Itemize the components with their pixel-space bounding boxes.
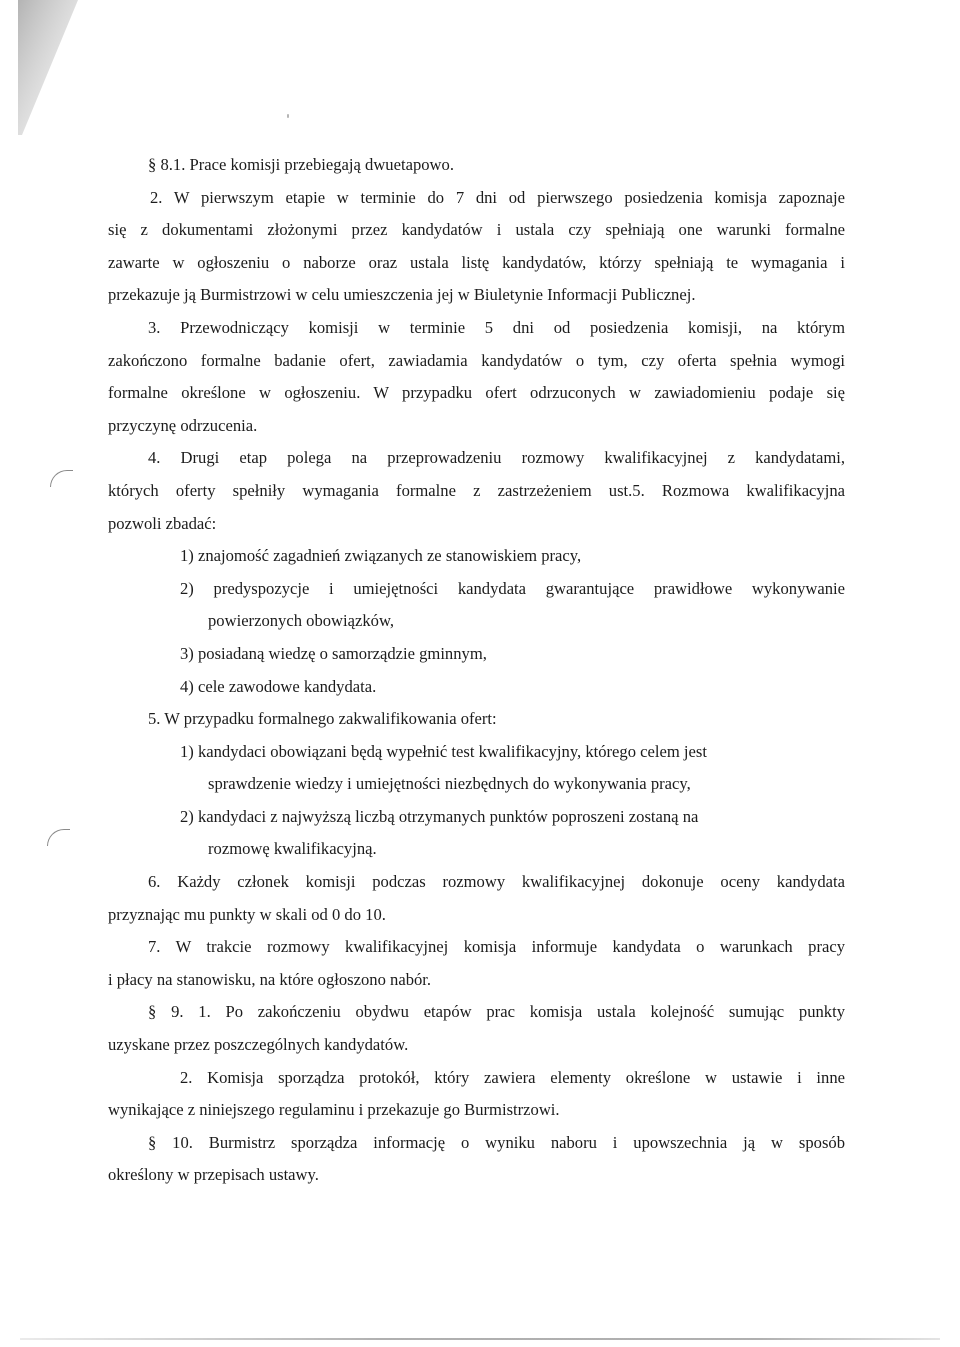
paragraph-8-2-line: 2. W pierwszym etapie w terminie do 7 dni od pierwszego posiedzenia komisja zapoznaje [150, 187, 845, 207]
paragraph-8-3-line: przyczynę odrzucenia. [108, 415, 258, 435]
scan-punch-mark [47, 829, 70, 846]
scan-punch-mark [50, 470, 73, 487]
list-item-continuation: rozmowę kwalifikacyjną. [208, 839, 377, 859]
paragraph-8-3-line: zakończono formalne badanie ofert, zawiadamia kandydatów o tym, czy oferta spełnia wymogi [108, 350, 845, 370]
list-item: 1) kandydaci obowiązani będą wypełnić test kwalifikacyjny, którego celem jest [180, 741, 707, 761]
list-item-continuation: sprawdzenie wiedzy i umiejętności niezbędnych do wykonywania pracy, [208, 774, 691, 794]
scan-bottom-edge [20, 1338, 940, 1340]
paragraph-8-6-line: 6. Każdy członek komisji podczas rozmowy kwalifikacyjnej dokonuje oceny kandydata [148, 872, 845, 892]
paragraph-8-3-line: 3. Przewodniczący komisji w terminie 5 dni od posiedzenia komisji, na którym [148, 317, 845, 337]
paragraph-8-2-line: przekazuje ją Burmistrzowi w celu umieszczenia jej w Biuletynie Informacji Publicznej. [108, 285, 696, 305]
list-item: 1) znajomość zagadnień związanych ze stanowiskiem pracy, [180, 546, 582, 566]
paragraph-8-4-line: 4. Drugi etap polega na przeprowadzeniu rozmowy kwalifikacyjnej z kandydatami, [148, 448, 845, 468]
paragraph-8-5-line: 5. W przypadku formalnego zakwalifikowania ofert: [148, 709, 497, 729]
paragraph-10-line: określony w przepisach ustawy. [108, 1165, 319, 1185]
paragraph-8-4-line: których oferty spełniły wymagania formalne z zastrzeżeniem ust.5. Rozmowa kwalifikacyjna [108, 480, 845, 500]
list-item: 2) kandydaci z najwyższą liczbą otrzymanych punktów poproszeni zostaną na [180, 806, 699, 826]
paragraph-8-4-line: pozwoli zbadać: [108, 513, 217, 533]
paragraph-8-2-line: się z dokumentami złożonymi przez kandydatów i ustala czy spełniają one warunki formalne [108, 220, 845, 240]
list-item: 3) posiadaną wiedzę o samorządzie gminnym, [180, 643, 487, 663]
list-item-continuation: powierzonych obowiązków, [208, 611, 395, 631]
scan-speck [287, 114, 289, 118]
paragraph-8-3-line: formalne określone w ogłoszeniu. W przypadku ofert odrzuconych w zawiadomieniu podaje się [108, 383, 845, 403]
paragraph-9-2-line: wynikające z niniejszego regulaminu i przekazuje go Burmistrzowi. [108, 1100, 560, 1120]
paragraph-9-1-line: uzyskane przez poszczególnych kandydatów. [108, 1035, 409, 1055]
paragraph-8-2-line: zawarte w ogłoszeniu o naborze oraz ustala listę kandydatów, którzy spełniają te wymagania i [108, 252, 845, 272]
paragraph-9-1-line: § 9. 1. Po zakończeniu obydwu etapów prac komisja ustala kolejność sumując punkty [148, 1002, 845, 1022]
paragraph-8-6-line: przyznając mu punkty w skali od 0 do 10. [108, 904, 386, 924]
paragraph-8-7-line: i płacy na stanowisku, na które ogłoszono nabór. [108, 969, 432, 989]
paragraph-8-7-line: 7. W trakcie rozmowy kwalifikacyjnej komisja informuje kandydata o warunkach pracy [148, 937, 845, 957]
list-item: 2) predyspozycje i umiejętności kandydata gwarantujące prawidłowe wykonywanie [180, 578, 845, 598]
paragraph-8-1: § 8.1. Prace komisji przebiegają dwuetapowo. [148, 155, 454, 174]
document-body [108, 149, 845, 1192]
paragraph-9-2-line: 2. Komisja sporządza protokół, który zawiera elementy określone w ustawie i inne [180, 1067, 845, 1087]
scan-shadow [0, 0, 80, 140]
paragraph-10-line: § 10. Burmistrz sporządza informację o wyniku naboru i upowszechnia ją w sposób [148, 1132, 845, 1152]
list-item: 4) cele zawodowe kandydata. [180, 676, 377, 696]
